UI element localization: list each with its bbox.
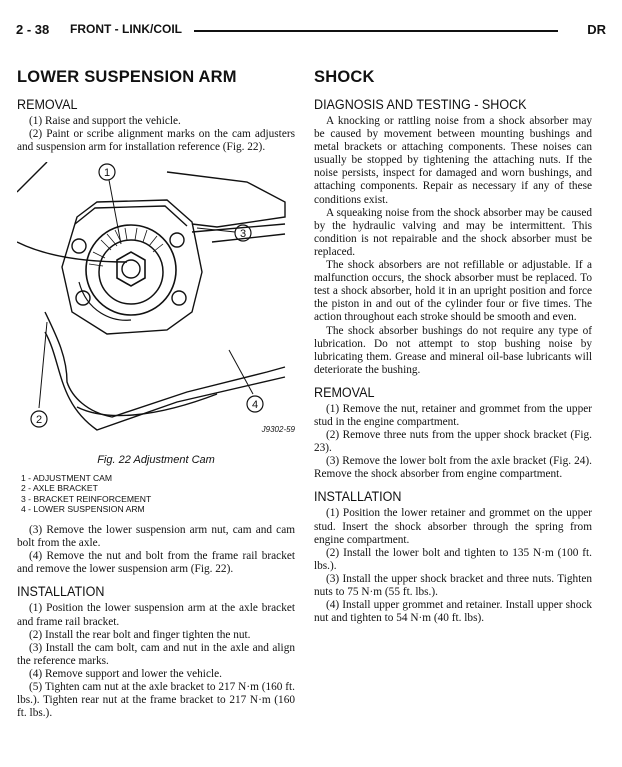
- figure-adjustment-cam: [17, 162, 295, 452]
- removal-step-4: (4) Remove the nut and bolt from the frame rail bracket and remove the lower suspension arm (Fig. 22).: [17, 550, 295, 576]
- removal-heading: REMOVAL: [17, 97, 78, 112]
- shock-installation-step-4: (4) Install upper grommet and retainer. Install upper shock nut and tighten to 54 N·m (40 ft. lbs).: [314, 599, 592, 625]
- diagnosis-paragraph: A squeaking noise from the shock absorber may be caused by the hydraulic valving and may be intermittent. This condition is not repairable and the shock absorber must be replaced.: [314, 206, 592, 258]
- shock-removal-step-2: (2) Remove three nuts from the upper shock bracket (Fig. 23).: [314, 429, 592, 455]
- page-header: [16, 22, 606, 42]
- shock-installation-heading: INSTALLATION: [314, 489, 402, 505]
- legend-item: 4 - LOWER SUSPENSION ARM: [21, 503, 145, 514]
- installation-step-1: (1) Position the lower suspension arm at the axle bracket and frame rail bracket.: [17, 602, 295, 628]
- header-rule: [194, 30, 558, 32]
- callout-2: 2: [35, 414, 43, 427]
- legend-item: 1 - ADJUSTMENT CAM: [21, 473, 113, 484]
- installation-step-2: (2) Install the rear bolt and finger tighten the nut.: [29, 628, 251, 641]
- removal-step-1: (1) Raise and support the vehicle.: [29, 115, 181, 127]
- left-column: [17, 64, 295, 720]
- legend-item: 2 - AXLE BRACKET: [21, 483, 98, 494]
- diagnosis-heading: DIAGNOSIS AND TESTING - SHOCK: [314, 97, 527, 112]
- installation-heading: INSTALLATION: [17, 584, 105, 600]
- lower-suspension-arm-title: LOWER SUSPENSION ARM: [17, 68, 237, 86]
- installation-step-4: (4) Remove support and lower the vehicle.: [29, 667, 222, 680]
- shock-removal-step-1: (1) Remove the nut, retainer and grommet from the upper stud in the engine compartment.: [314, 402, 592, 428]
- right-column: [314, 64, 592, 625]
- figure-legend: [21, 473, 295, 514]
- shock-installation-step-2: (2) Install the lower bolt and tighten to 135 N·m (100 ft. lbs.).: [314, 546, 592, 572]
- shock-removal-step-3: (3) Remove the lower bolt from the axle bracket (Fig. 24). Remove the shock absorber from engine compartment.: [314, 455, 592, 481]
- callout-circles: [31, 164, 263, 427]
- legend-item: 3 - BRACKET REINFORCEMENT: [21, 493, 152, 504]
- removal-step-3: (3) Remove the lower suspension arm nut, cam and cam bolt from the axle.: [17, 524, 295, 550]
- shock-title: SHOCK: [314, 68, 375, 86]
- callout-1: 1: [103, 167, 111, 180]
- figure-caption: Fig. 22 Adjustment Cam: [97, 454, 215, 467]
- diagnosis-paragraph: The shock absorber bushings do not require any type of lubrication. Do not attempt to stop bushing noise by lubricating them. Grease and mineral oil-base lubricants will deteriorate the bushing.: [314, 324, 592, 376]
- installation-step-3: (3) Install the cam bolt, cam and nut in the axle and align the reference marks.: [17, 641, 295, 667]
- diagnosis-paragraph: A knocking or rattling noise from a shock absorber may be caused by movement between mounting bushings and metal brackets or attaching components. These noises can usually be stopped by tightening the attaching nuts. If the noise persists, inspect for damaged and worn bushings, and attaching components. Repair as necessary if any of these conditions exist.: [314, 115, 592, 206]
- shock-installation-step-1: (1) Position the lower retainer and grommet on the upper stud. Insert the shock absorber through the spring from engine compartment.: [314, 507, 592, 546]
- adjustment-cam-illustration: [17, 162, 295, 452]
- shock-removal-heading: REMOVAL: [314, 384, 375, 400]
- diagnosis-paragraph: The shock absorbers are not refillable or adjustable. If a malfunction occurs, the shock absorber must be replaced. To test a shock absorber, hold it in an upright position and force the piston in and out of the cylinder four or five times. The action throughout each stroke should be smooth and even.: [314, 259, 592, 324]
- removal-step-2: (2) Paint or scribe alignment marks on the cam adjusters and suspension arm for installation reference (Fig. 22).: [17, 128, 295, 154]
- section-title: FRONT - LINK/COIL: [70, 22, 182, 36]
- callout-4: 4: [251, 399, 259, 412]
- model-code: DR: [587, 22, 606, 37]
- page-number: 2 - 38: [16, 22, 50, 37]
- figure-code: J9302-59: [261, 425, 295, 435]
- installation-step-5: (5) Tighten cam nut at the axle bracket to 217 N·m (160 ft. lbs.). Tighten rear nut at the frame bracket to 217 N·m (160 ft. lbs.).: [17, 681, 295, 720]
- callout-3: 3: [239, 228, 247, 241]
- shock-installation-step-3: (3) Install the upper shock bracket and three nuts. Tighten nuts to 75 N·m (55 ft. lbs.).: [314, 572, 592, 598]
